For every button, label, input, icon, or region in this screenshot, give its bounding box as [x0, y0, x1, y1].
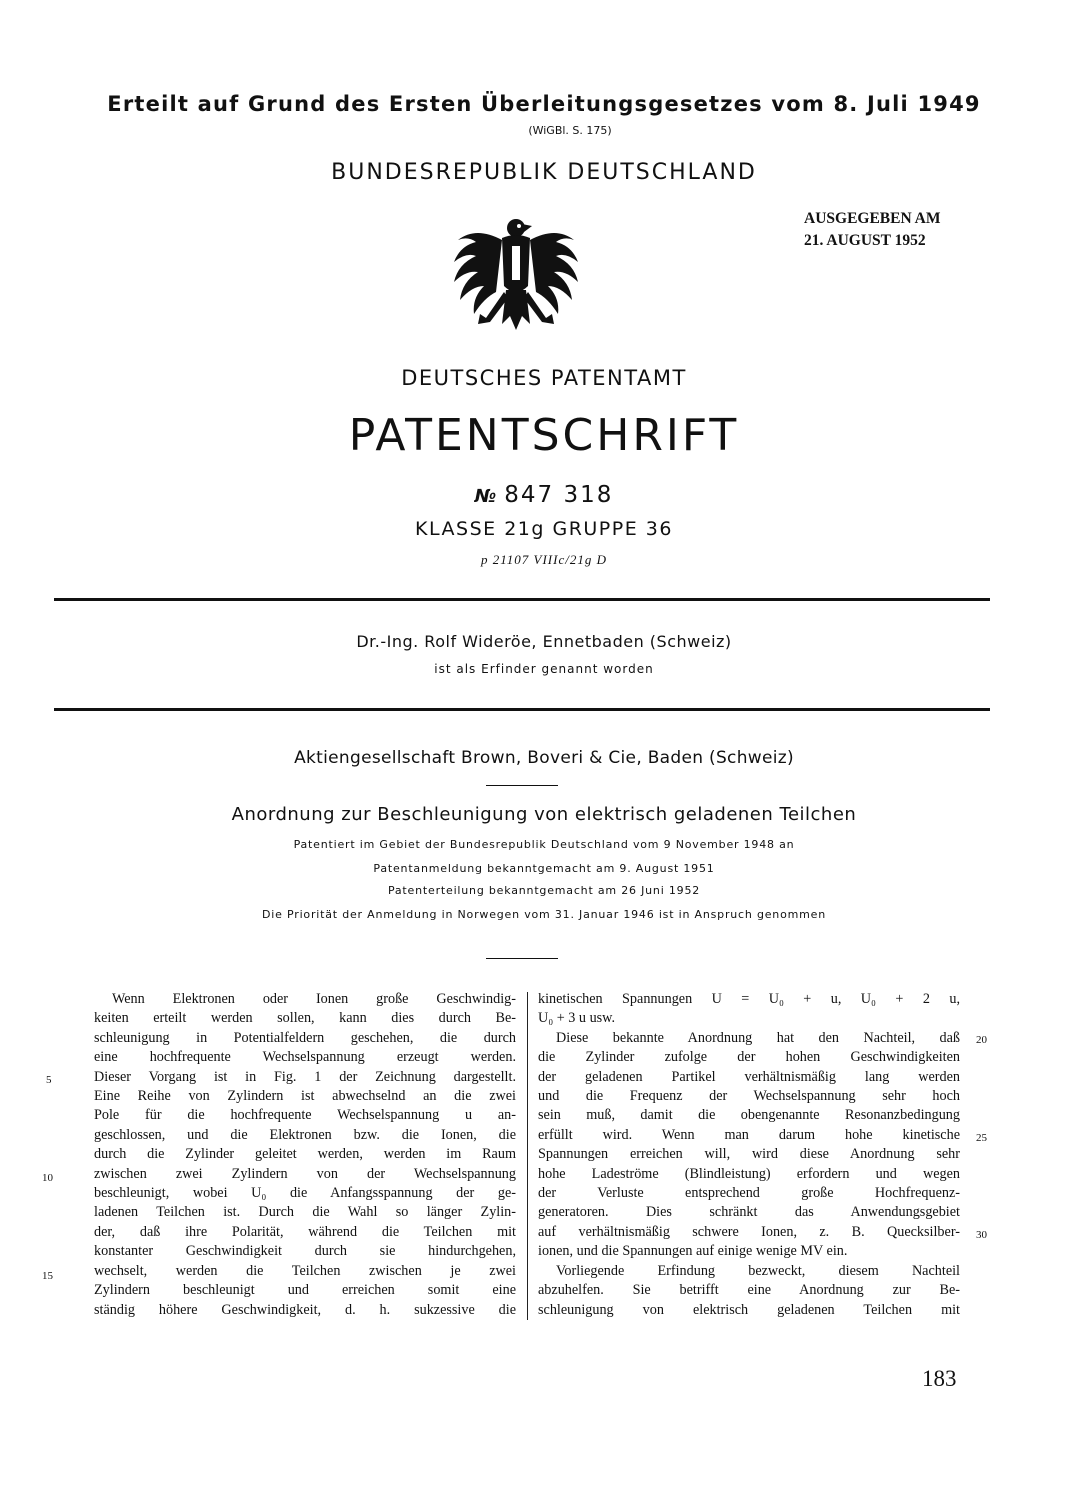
short-divider: [486, 785, 558, 786]
meta-line: Patentanmeldung bekanntgemacht am 9. August 1951: [373, 862, 715, 875]
text-line: Pole für die hochfrequente Wechselspannung u an-: [94, 1107, 516, 1124]
text-line: der Verluste entsprechend große Hochfrequenz-: [538, 1185, 960, 1202]
office-name: DEUTSCHES PATENTAMT: [401, 366, 687, 390]
text-line: Zylindern beschleunigt und erreichen somit eine: [94, 1282, 516, 1299]
patent-number-value: 847 318: [504, 482, 614, 508]
text-line: keiten erteilt werden sollen, kann dies durch Be-: [94, 1010, 516, 1027]
line-number: 10: [42, 1172, 53, 1184]
inventor-name: Dr.-Ing. Rolf Wideröe, Ennetbaden (Schweiz): [356, 632, 732, 651]
right-text-column: [538, 990, 960, 1320]
text-line: ionen, und die Spannungen auf einige wenige MV ein.: [538, 1243, 848, 1260]
line-number: 20: [976, 1034, 987, 1046]
divider-rule: [54, 598, 990, 601]
number-prefix: №: [474, 486, 499, 507]
country-name: BUNDESREPUBLIK DEUTSCHLAND: [331, 160, 757, 185]
text-line: ladenen Teilchen ist. Durch die Wahl so länger Zylin-: [94, 1204, 516, 1221]
text-line: und die Frequenz der Wechselspannung sehr hoch: [538, 1088, 960, 1105]
text-line: eine hochfrequente Wechselspannung erzeugt werden.: [94, 1049, 516, 1066]
document-type: PATENTSCHRIFT: [348, 410, 740, 461]
text-line: Wenn Elektronen oder Ionen große Geschwindig-: [112, 991, 516, 1007]
left-text-column: [94, 990, 516, 1320]
text-line: wechselt, werden die Teilchen zwischen je zwei: [94, 1262, 516, 1279]
federal-eagle-icon: [446, 206, 586, 346]
line-number: 15: [42, 1270, 53, 1282]
invention-title: Anordnung zur Beschleunigung von elektrisch geladenen Teilchen: [231, 804, 857, 825]
text-line: Dieser Vorgang ist in Fig. 1 der Zeichnung dargestellt.: [94, 1068, 516, 1085]
issue-date-block: [804, 208, 941, 252]
text-line: ständig höhere Geschwindigkeit, d. h. sukzessive die: [94, 1301, 516, 1318]
meta-line: Patenterteilung bekanntgemacht am 26 Juni 1952: [387, 884, 701, 897]
text-line: beschleunigt, wobei U₀ die Anfangsspannung der ge-: [94, 1185, 516, 1202]
text-line: sein muß, damit die obengenannte Resonanzbedingung: [538, 1107, 960, 1124]
text-line: zwischen zwei Zylindern von der Wechselspannung: [94, 1165, 516, 1182]
text-line: konstanter Geschwindigkeit durch sie hindurchgehen,: [94, 1243, 516, 1260]
column-divider: [527, 992, 528, 1320]
text-line: geschlossen, und die Elektronen bzw. die Ionen, die: [94, 1126, 516, 1143]
text-line: Diese bekannte Anordnung hat den Nachteil, daß: [556, 1029, 960, 1046]
line-number: 25: [976, 1132, 987, 1144]
meta-line: Die Priorität der Anmeldung in Norwegen vom 31. Januar 1946 ist in Anspruch genommen: [262, 908, 826, 921]
text-line: schleunigung in Potentialfeldern geschehen, die durch: [94, 1029, 516, 1046]
text-line: der, daß ihre Polarität, während die Teilchen mit: [94, 1223, 516, 1240]
text-line: durch die Zylinder geleitet werden, werden im Raum: [94, 1146, 516, 1163]
text-line: auf verhältnismäßig schwere Ionen, z. B. Quecksilber-: [538, 1223, 960, 1240]
text-line: die Zylinder zufolge der hohen Geschwindigkeiten: [538, 1049, 960, 1066]
text-line: hohe Ladeströme (Blindleistung) erfordern und wegen: [538, 1165, 960, 1182]
inventor-note: ist als Erfinder genannt worden: [434, 662, 654, 676]
text-line: Eine Reihe von Zylindern ist abwechselnd an die zwei: [94, 1088, 516, 1105]
text-line: erfüllt wird. Wenn man darum hohe kinetische: [538, 1126, 960, 1143]
text-line: schleunigung von elektrisch geladenen Teilchen mit: [538, 1301, 960, 1318]
issued-date: 21. AUGUST 1952: [804, 232, 926, 249]
patent-number: [0, 482, 1088, 508]
text-line: Spannungen erreichen will, wird diese Anordnung sehr: [538, 1146, 960, 1163]
grant-statement: Erteilt auf Grund des Ersten Überleitungsgesetzes vom 8. Juli 1949: [107, 92, 981, 116]
line-number: 30: [976, 1229, 987, 1241]
text-line: Vorliegende Erfindung bezweckt, diesem Nachteil: [556, 1262, 960, 1279]
text-line: der geladenen Partikel verhältnismäßig lang werden: [538, 1068, 960, 1085]
applicant: Aktiengesellschaft Brown, Boveri & Cie, Baden (Schweiz): [294, 748, 794, 768]
divider-rule: [54, 708, 990, 711]
text-line: generatoren. Dies schränkt das Anwendungsgebiet: [538, 1204, 960, 1221]
classification: KLASSE 21g GRUPPE 36: [415, 518, 673, 540]
text-line: abzuhelfen. Sie betrifft eine Anordnung zur Be-: [538, 1282, 960, 1299]
page-number: 183: [922, 1366, 957, 1391]
meta-line: Patentiert im Gebiet der Bundesrepublik Deutschland vom 9 November 1948 an: [293, 838, 795, 851]
short-divider: [486, 958, 558, 959]
line-number: 5: [46, 1074, 52, 1086]
text-line: U₀ + 3 u usw.: [538, 1010, 616, 1027]
file-reference: p 21107 VIIIc/21g D: [481, 552, 607, 567]
gazette-reference: (WiGBl. S. 175): [528, 124, 612, 137]
text-line: kinetischen Spannungen U = U₀ + u, U₀ + 2 u,: [538, 991, 960, 1007]
issued-label: AUSGEGEBEN AM: [804, 210, 941, 227]
